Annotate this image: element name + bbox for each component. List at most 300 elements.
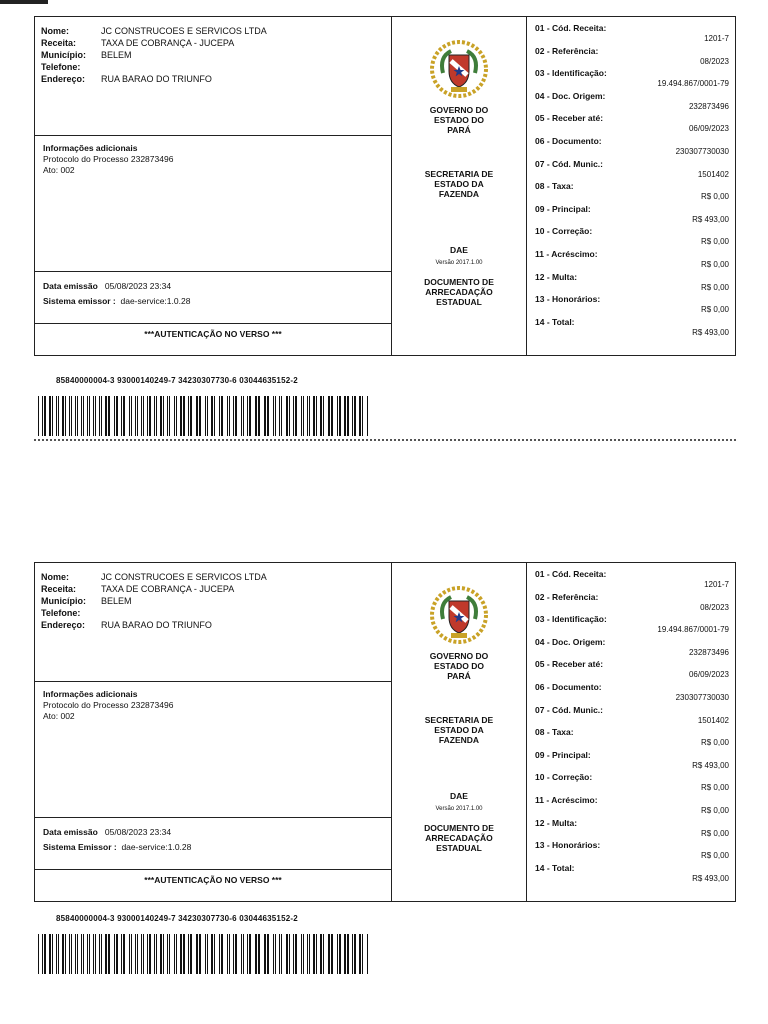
dae-frame <box>34 16 736 356</box>
barcode-bar <box>81 396 82 436</box>
field-value: R$ 493,00 <box>692 873 729 883</box>
barcode-bar <box>167 396 168 436</box>
barcode-bar <box>188 396 189 436</box>
barcode-bar <box>183 396 185 436</box>
nome-value: JC CONSTRUCOES E SERVICOS LTDA <box>101 26 267 36</box>
barcode-bar <box>303 934 304 974</box>
barcode-bar <box>131 934 132 974</box>
barcode-bar <box>95 934 96 974</box>
secretaria-label: SECRETARIA DE ESTADO DA FAZENDA <box>424 169 494 199</box>
barcode-bar <box>267 934 269 974</box>
dae-version: Versão 2017.1.00 <box>435 260 483 266</box>
field-label: 02 - Referência: <box>535 591 599 602</box>
telefone-label: Telefone: <box>41 608 81 618</box>
sistema-emissor-label: Sistema Emissor : <box>43 842 117 852</box>
barcode-bar <box>123 396 125 436</box>
field-label: 14 - Total: <box>535 862 575 873</box>
barcode-bar <box>331 396 333 436</box>
barcode-bar <box>339 396 341 436</box>
barcode-bar <box>137 396 138 436</box>
barcode-bar <box>309 396 310 436</box>
barcode-bar <box>180 934 182 974</box>
payment-fields <box>527 563 735 901</box>
municipio-label: Município: <box>41 596 86 606</box>
scan-edge-mark <box>0 0 48 4</box>
cut-line <box>34 439 736 441</box>
barcode-bar <box>38 396 39 436</box>
field-label: 04 - Doc. Origem: <box>535 636 606 647</box>
barcode-bar <box>108 396 110 436</box>
barcode-bar <box>156 934 157 974</box>
taxpayer-identification <box>41 571 267 631</box>
barcode <box>38 934 368 974</box>
barcode-bar <box>275 396 276 436</box>
taxpayer-panel <box>35 563 392 901</box>
field-value: 08/2023 <box>700 602 729 612</box>
receita-label: Receita: <box>41 38 77 48</box>
field-value: 19.494.867/0001-79 <box>657 79 729 89</box>
field-label: 05 - Receber até: <box>535 659 604 670</box>
field-label: 01 - Cód. Receita: <box>535 23 607 33</box>
barcode-bar <box>227 396 228 436</box>
barcode-bar <box>69 396 70 436</box>
para-state-coat-of-arms-icon <box>429 585 489 645</box>
barcode-bar <box>344 396 346 436</box>
field-value: R$ 493,00 <box>692 214 729 224</box>
barcode-bar <box>137 934 138 974</box>
barcode-bar <box>313 396 315 436</box>
barcode-bar <box>183 934 185 974</box>
barcode-bar <box>58 934 59 974</box>
barcode-bar <box>135 934 136 974</box>
barcode-bar <box>264 396 266 436</box>
barcode-bar <box>176 934 177 974</box>
field-label: 14 - Total: <box>535 316 575 327</box>
field-value: R$ 0,00 <box>700 192 729 202</box>
barcode-bar <box>93 934 94 974</box>
data-emissao-value: 05/08/2023 23:34 <box>104 281 172 291</box>
barcode-bar <box>320 396 322 436</box>
barcode-bar <box>147 396 148 436</box>
barcode-bar <box>116 396 118 436</box>
barcode-bar <box>62 934 64 974</box>
barcode-bar <box>56 396 57 436</box>
barcode-bar <box>264 934 266 974</box>
field-value: R$ 0,00 <box>700 237 729 247</box>
barcode-bar <box>93 396 94 436</box>
barcode-bar <box>199 934 201 974</box>
additional-info <box>43 143 173 176</box>
barcode-bar <box>241 396 242 436</box>
divider <box>35 681 391 682</box>
barcode-bar <box>160 934 162 974</box>
field-label: 13 - Honorários: <box>535 294 601 305</box>
barcode-bar <box>255 934 257 974</box>
barcode-bar <box>141 934 142 974</box>
barcode-bar <box>176 396 177 436</box>
barcode-bar <box>108 934 110 974</box>
barcode-bar <box>190 934 192 974</box>
governo-label: GOVERNO DO ESTADO DO PARÁ <box>429 651 489 681</box>
barcode-bar <box>101 396 102 436</box>
barcode-bar <box>316 934 317 974</box>
barcode-bar <box>273 934 274 974</box>
governo-label: GOVERNO DO ESTADO DO PARÁ <box>429 105 489 135</box>
barcode-bar <box>316 396 317 436</box>
barcode-bar <box>286 934 288 974</box>
field-value: R$ 0,00 <box>700 282 729 292</box>
barcode-bar <box>49 934 51 974</box>
barcode-bar <box>301 934 302 974</box>
info-heading: Informações adicionais <box>43 689 138 699</box>
barcode-bar <box>307 934 308 974</box>
barcode-bar <box>309 934 310 974</box>
barcode-bar <box>273 396 274 436</box>
field-value: R$ 0,00 <box>700 260 729 269</box>
barcode-bar <box>211 396 213 436</box>
barcode-bar <box>169 396 170 436</box>
barcode-bar <box>190 396 192 436</box>
endereco-label: Endereço: <box>41 620 86 630</box>
barcode-bar <box>205 396 206 436</box>
barcode-bar <box>169 934 170 974</box>
barcode-bar <box>56 934 57 974</box>
divider <box>35 817 391 818</box>
sistema-emissor-value: dae-service:1.0.28 <box>121 842 192 852</box>
field-value: 1501402 <box>697 715 729 725</box>
barcode-bar <box>167 934 168 974</box>
barcode-bar <box>52 396 53 436</box>
barcode-bar <box>211 934 213 974</box>
barcode-bar <box>221 396 223 436</box>
divider <box>35 135 391 136</box>
barcode-bar <box>243 934 244 974</box>
barcode-bar <box>69 934 70 974</box>
field-value: R$ 0,00 <box>700 851 729 861</box>
field-label: 03 - Identificação: <box>535 68 607 79</box>
barcode-bar <box>293 934 294 974</box>
field-label: 10 - Correção: <box>535 226 593 237</box>
barcode-bar <box>289 396 290 436</box>
data-emissao-label: Data emissão <box>43 281 98 291</box>
barcode-bar <box>281 396 282 436</box>
issuer-panel <box>392 17 527 355</box>
para-state-coat-of-arms-icon <box>429 39 489 99</box>
barcode-bar <box>75 396 76 436</box>
field-value: 06/09/2023 <box>688 670 729 680</box>
barcode-bar <box>65 396 66 436</box>
field-value: 08/2023 <box>700 56 729 66</box>
barcode-bar <box>229 934 230 974</box>
municipio-value: BELEM <box>101 50 132 60</box>
barcode-bar <box>163 396 164 436</box>
receita-value: TAXA DE COBRANÇA - JUCEPA <box>101 38 235 48</box>
field-value: 230307730030 <box>675 147 729 156</box>
barcode-bar <box>344 934 346 974</box>
barcode-bar <box>362 934 363 974</box>
field-label: 03 - Identificação: <box>535 614 607 625</box>
issuer-panel <box>392 563 527 901</box>
barcode-bar <box>135 396 136 436</box>
barcode-bar <box>77 396 78 436</box>
barcode-bar <box>352 934 353 974</box>
barcode <box>38 396 368 436</box>
field-label: 01 - Cód. Receita: <box>535 569 607 579</box>
barcode-bar <box>174 396 175 436</box>
divider <box>35 869 391 870</box>
field-label: 08 - Taxa: <box>535 181 574 192</box>
barcode-bar <box>154 934 155 974</box>
field-value: 232873496 <box>688 647 729 657</box>
barcode-bar <box>188 934 189 974</box>
barcode-bar <box>101 934 102 974</box>
barcode-bar <box>307 396 308 436</box>
taxpayer-panel <box>35 17 392 355</box>
barcode-bar <box>149 396 151 436</box>
field-label: 12 - Multa: <box>535 817 578 828</box>
taxpayer-identification <box>41 25 267 85</box>
barcode-bar <box>95 396 96 436</box>
barcode-bar <box>42 396 43 436</box>
barcode-digits: 85840000004-3 93000140249-7 34230307730-6 03044635152-2 <box>56 914 298 923</box>
field-label: 10 - Correção: <box>535 772 593 783</box>
barcode-bar <box>354 934 356 974</box>
barcode-bar <box>243 396 244 436</box>
emission-info <box>43 825 191 855</box>
info-protocolo: Protocolo do Processo 232873496 <box>43 154 174 164</box>
field-label: 02 - Referência: <box>535 45 599 56</box>
barcode-bar <box>81 934 82 974</box>
barcode-bar <box>235 396 237 436</box>
autenticacao-notice: ***AUTENTICAÇÃO NO VERSO *** <box>144 329 282 339</box>
barcode-bar <box>328 396 330 436</box>
barcode-bar <box>354 396 356 436</box>
barcode-bar <box>352 396 353 436</box>
barcode-bar <box>123 934 125 974</box>
barcode-bar <box>105 934 107 974</box>
barcode-bar <box>293 396 294 436</box>
barcode-bar <box>99 934 100 974</box>
barcode-bar <box>295 934 297 974</box>
barcode-bar <box>233 396 234 436</box>
barcode-bar <box>362 396 363 436</box>
field-value: R$ 0,00 <box>700 738 729 748</box>
barcode-bar <box>247 396 248 436</box>
autenticacao-notice: ***AUTENTICAÇÃO NO VERSO *** <box>144 875 282 885</box>
barcode-bar <box>89 934 90 974</box>
barcode-bar <box>339 934 341 974</box>
barcode-bar <box>323 934 324 974</box>
field-value: R$ 0,00 <box>700 783 729 793</box>
barcode-bar <box>267 396 269 436</box>
barcode-bar <box>105 396 107 436</box>
barcode-bar <box>214 396 215 436</box>
barcode-bar <box>87 934 88 974</box>
barcode-bar <box>313 934 315 974</box>
barcode-bar <box>286 396 288 436</box>
barcode-bar <box>337 396 338 436</box>
barcode-bar <box>180 396 182 436</box>
field-label: 06 - Documento: <box>535 682 602 692</box>
barcode-bar <box>156 396 157 436</box>
endereco-value: RUA BARAO DO TRIUNFO <box>101 620 212 630</box>
barcode-bar <box>154 396 155 436</box>
field-label: 09 - Principal: <box>535 203 591 214</box>
emission-info <box>43 279 190 309</box>
barcode-bar <box>58 396 59 436</box>
barcode-bar <box>89 396 90 436</box>
sistema-emissor-value: dae-service:1.0.28 <box>120 296 191 306</box>
municipio-label: Município: <box>41 50 86 60</box>
data-emissao-label: Data emissão <box>43 827 98 837</box>
barcode-bar <box>359 396 361 436</box>
barcode-bar <box>367 396 368 436</box>
barcode-bar <box>129 934 130 974</box>
barcode-bar <box>258 396 260 436</box>
dae-frame <box>34 562 736 902</box>
barcode-bar <box>83 396 84 436</box>
barcode-bar <box>196 934 198 974</box>
barcode-bar <box>205 934 206 974</box>
field-value: 19.494.867/0001-79 <box>657 625 729 635</box>
field-value: R$ 0,00 <box>700 305 729 315</box>
barcode-bar <box>229 396 230 436</box>
barcode-bar <box>131 396 132 436</box>
info-ato: Ato: 002 <box>43 711 75 721</box>
barcode-bar <box>143 396 144 436</box>
municipio-value: BELEM <box>101 596 132 606</box>
info-ato: Ato: 002 <box>43 165 75 175</box>
barcode-bar <box>196 396 198 436</box>
barcode-bar <box>247 934 248 974</box>
telefone-label: Telefone: <box>41 62 81 72</box>
field-label: 11 - Acréscimo: <box>535 249 598 259</box>
barcode-bar <box>71 934 72 974</box>
barcode-bar <box>249 934 251 974</box>
barcode-bar <box>221 934 223 974</box>
barcode-bar <box>163 934 164 974</box>
barcode-bar <box>279 934 280 974</box>
barcode-bar <box>42 934 43 974</box>
barcode-bar <box>114 934 115 974</box>
barcode-bar <box>147 934 148 974</box>
payment-fields <box>527 17 735 355</box>
barcode-bar <box>83 934 84 974</box>
barcode-bar <box>199 396 201 436</box>
field-value: 1201-7 <box>704 34 729 43</box>
barcode-bar <box>255 396 257 436</box>
barcode-bar <box>279 396 280 436</box>
field-label: 09 - Principal: <box>535 749 591 760</box>
barcode-bar <box>114 396 115 436</box>
barcode-bar <box>219 396 220 436</box>
field-value: 06/09/2023 <box>688 124 729 134</box>
endereco-label: Endereço: <box>41 74 86 84</box>
barcode-bar <box>233 934 234 974</box>
barcode-bar <box>214 934 215 974</box>
endereco-value: RUA BARAO DO TRIUNFO <box>101 74 212 84</box>
barcode-bar <box>289 934 290 974</box>
barcode-bar <box>295 396 297 436</box>
barcode-bar <box>44 396 46 436</box>
barcode-bar <box>71 396 72 436</box>
field-value: R$ 493,00 <box>692 760 729 770</box>
field-label: 12 - Multa: <box>535 271 578 282</box>
field-label: 08 - Taxa: <box>535 727 574 738</box>
divider <box>35 323 391 324</box>
field-value: R$ 0,00 <box>700 828 729 838</box>
barcode-bar <box>303 396 304 436</box>
nome-label: Nome: <box>41 26 70 36</box>
receita-label: Receita: <box>41 584 77 594</box>
dae-version: Versão 2017.1.00 <box>435 806 483 812</box>
field-label: 05 - Receber até: <box>535 113 604 124</box>
receita-value: TAXA DE COBRANÇA - JUCEPA <box>101 584 235 594</box>
barcode-bar <box>49 396 51 436</box>
barcode-bar <box>65 934 66 974</box>
barcode-bar <box>62 396 64 436</box>
barcode-bar <box>143 934 144 974</box>
barcode-bar <box>44 934 46 974</box>
dae-title: DAE <box>450 245 468 255</box>
barcode-bar <box>121 396 122 436</box>
barcode-bar <box>160 396 162 436</box>
barcode-bar <box>320 934 322 974</box>
barcode-bar <box>52 934 53 974</box>
additional-info <box>43 689 173 722</box>
barcode-bar <box>258 934 260 974</box>
barcode-bar <box>129 396 130 436</box>
divider <box>35 271 391 272</box>
barcode-bar <box>38 934 39 974</box>
documento-arrecadacao-label: DOCUMENTO DE ARRECADAÇÃO ESTADUAL <box>424 277 494 307</box>
field-value: 1501402 <box>697 169 729 179</box>
barcode-bar <box>235 934 237 974</box>
barcode-bar <box>116 934 118 974</box>
secretaria-label: SECRETARIA DE ESTADO DA FAZENDA <box>424 715 494 745</box>
barcode-bar <box>227 934 228 974</box>
barcode-bar <box>149 934 151 974</box>
field-value: 230307730030 <box>675 693 729 702</box>
barcode-bar <box>347 396 349 436</box>
barcode-bar <box>219 934 220 974</box>
barcode-bar <box>141 396 142 436</box>
barcode-bar <box>75 934 76 974</box>
barcode-bar <box>207 396 208 436</box>
field-label: 07 - Cód. Munic.: <box>535 158 603 169</box>
barcode-bar <box>207 934 208 974</box>
field-value: 1201-7 <box>704 580 729 589</box>
nome-value: JC CONSTRUCOES E SERVICOS LTDA <box>101 572 267 582</box>
field-label: 06 - Documento: <box>535 136 602 146</box>
barcode-bar <box>77 934 78 974</box>
field-label: 07 - Cód. Munic.: <box>535 704 603 715</box>
field-label: 13 - Honorários: <box>535 840 601 851</box>
barcode-bar <box>99 396 100 436</box>
documento-arrecadacao-label: DOCUMENTO DE ARRECADAÇÃO ESTADUAL <box>424 823 494 853</box>
barcode-bar <box>359 934 361 974</box>
info-heading: Informações adicionais <box>43 143 138 153</box>
field-value: R$ 493,00 <box>692 327 729 337</box>
barcode-bar <box>87 396 88 436</box>
barcode-bar <box>275 934 276 974</box>
dae-title: DAE <box>450 791 468 801</box>
barcode-bar <box>121 934 122 974</box>
barcode-bar <box>241 934 242 974</box>
barcode-bar <box>281 934 282 974</box>
barcode-bar <box>328 934 330 974</box>
barcode-bar <box>337 934 338 974</box>
